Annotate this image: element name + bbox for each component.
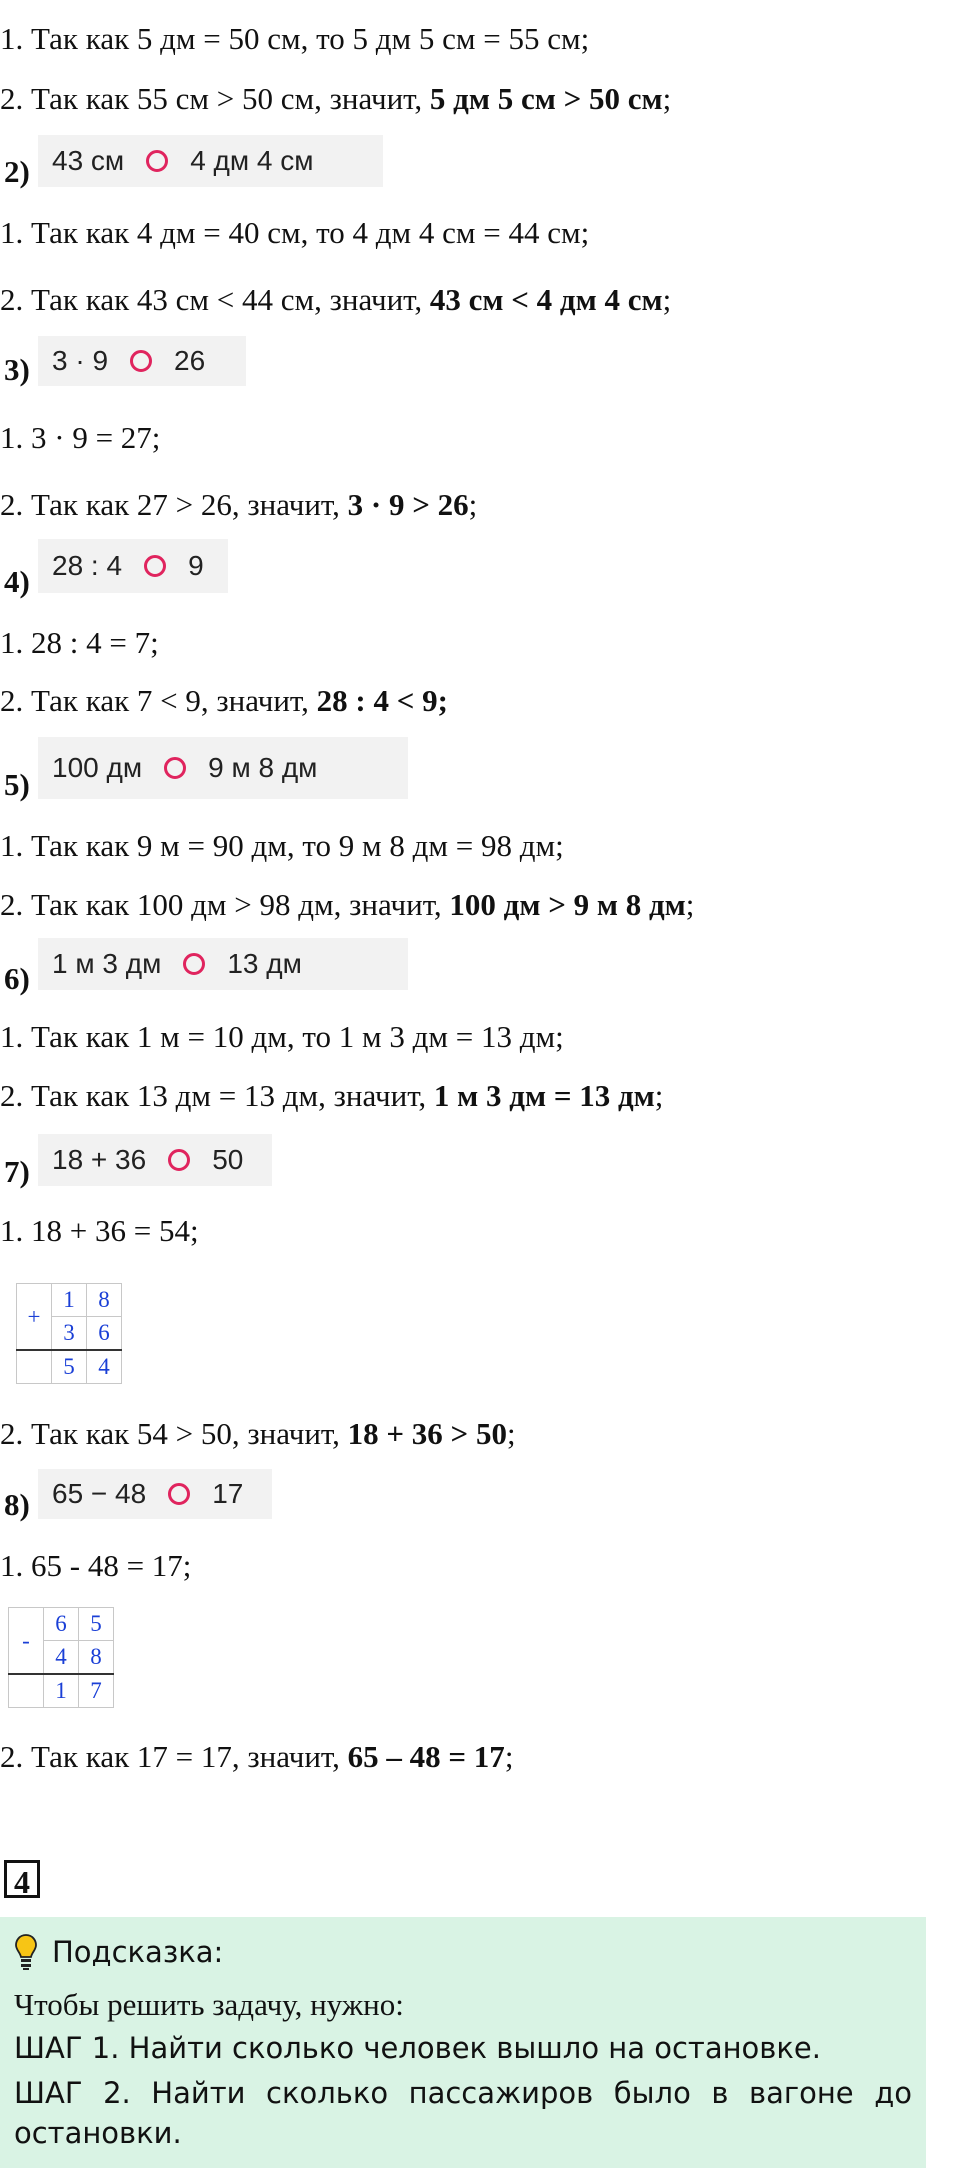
hint-title — [14, 1933, 223, 1971]
text-line: 2. Так как 55 см > 50 см, значит, 5 дм 5 см > 50 см; — [0, 81, 672, 116]
task-number: 4 — [4, 1860, 40, 1898]
subtraction-column-table — [8, 1607, 114, 1708]
comparison-image: 3 · 9 26 — [38, 336, 246, 386]
item-label: 7) — [4, 1154, 30, 1189]
comparison-image: 43 см 4 дм 4 см — [38, 135, 383, 187]
text-line: 1. Так как 9 м = 90 дм, то 9 м 8 дм = 98 дм; — [0, 828, 564, 863]
hint-title-text: Подсказка: — [52, 1935, 224, 1969]
digit-cell: 8 — [87, 1284, 122, 1317]
circle-icon — [144, 555, 166, 577]
circle-icon — [168, 1149, 190, 1171]
item-label: 4) — [4, 564, 30, 599]
comparison-image: 65 − 48 17 — [38, 1469, 272, 1519]
digit-cell: 5 — [52, 1350, 87, 1384]
circle-icon — [183, 953, 205, 975]
digit-cell: 6 — [44, 1608, 79, 1641]
text-line: 2. Так как 54 > 50, значит, 18 + 36 > 50; — [0, 1416, 516, 1451]
digit-cell: 1 — [52, 1284, 87, 1317]
item-label: 2) — [4, 154, 30, 189]
hint-step: ШАГ 1. Найти сколько человек вышло на остановке. — [14, 2031, 821, 2065]
text-line: 1. 3 · 9 = 27; — [0, 420, 161, 455]
text-line: 2. Так как 13 дм = 13 дм, значит, 1 м 3 дм = 13 дм; — [0, 1078, 664, 1113]
text-line: 1. Так как 4 дм = 40 см, то 4 дм 4 см = 44 см; — [0, 215, 590, 250]
text-line: 1. Так как 1 м = 10 дм, то 1 м 3 дм = 13 дм; — [0, 1019, 564, 1054]
text-line: 2. Так как 100 дм > 98 дм, значит, 100 дм > 9 м 8 дм; — [0, 887, 695, 922]
text-line: 1. Так как 5 дм = 50 см, то 5 дм 5 см = 55 см; — [0, 21, 590, 56]
digit-cell: 1 — [44, 1674, 79, 1708]
digit-cell: 4 — [44, 1641, 79, 1675]
sign-cell: - — [9, 1608, 44, 1675]
hint-box — [0, 1917, 926, 2168]
text-line: 2. Так как 17 = 17, значит, 65 – 48 = 17; — [0, 1739, 514, 1774]
digit-cell: 3 — [52, 1317, 87, 1351]
lightbulb-icon — [14, 1933, 38, 1971]
hint-intro: Чтобы решить задачу, нужно: — [14, 1987, 404, 2022]
item-label: 8) — [4, 1487, 30, 1522]
digit-cell: 8 — [79, 1641, 114, 1675]
hint-step: ШАГ 2. Найти сколько пассажиров было в вагоне до остановки. — [14, 2076, 912, 2150]
item-label: 6) — [4, 961, 30, 996]
comparison-image: 18 + 36 50 — [38, 1134, 272, 1186]
item-label: 3) — [4, 352, 30, 387]
digit-cell: 5 — [79, 1608, 114, 1641]
sign-cell: + — [17, 1284, 52, 1351]
comparison-image: 1 м 3 дм 13 дм — [38, 938, 408, 990]
text-line: 2. Так как 7 < 9, значит, 28 : 4 < 9; — [0, 683, 448, 718]
comparison-image: 28 : 4 9 — [38, 539, 228, 593]
digit-cell: 6 — [87, 1317, 122, 1351]
circle-icon — [164, 757, 186, 779]
text-line: 1. 28 : 4 = 7; — [0, 625, 159, 660]
text-line: 1. 65 - 48 = 17; — [0, 1548, 192, 1583]
circle-icon — [168, 1483, 190, 1505]
addition-column-table — [16, 1283, 122, 1384]
comparison-image: 100 дм 9 м 8 дм — [38, 737, 408, 799]
item-label: 5) — [4, 767, 30, 802]
digit-cell: 4 — [87, 1350, 122, 1384]
text-line: 2. Так как 27 > 26, значит, 3 · 9 > 26; — [0, 487, 478, 522]
text-line: 1. 18 + 36 = 54; — [0, 1213, 199, 1248]
circle-icon — [146, 150, 168, 172]
text-line: 2. Так как 43 см < 44 см, значит, 43 см < 4 дм 4 см; — [0, 282, 672, 317]
digit-cell: 7 — [79, 1674, 114, 1708]
circle-icon — [130, 350, 152, 372]
